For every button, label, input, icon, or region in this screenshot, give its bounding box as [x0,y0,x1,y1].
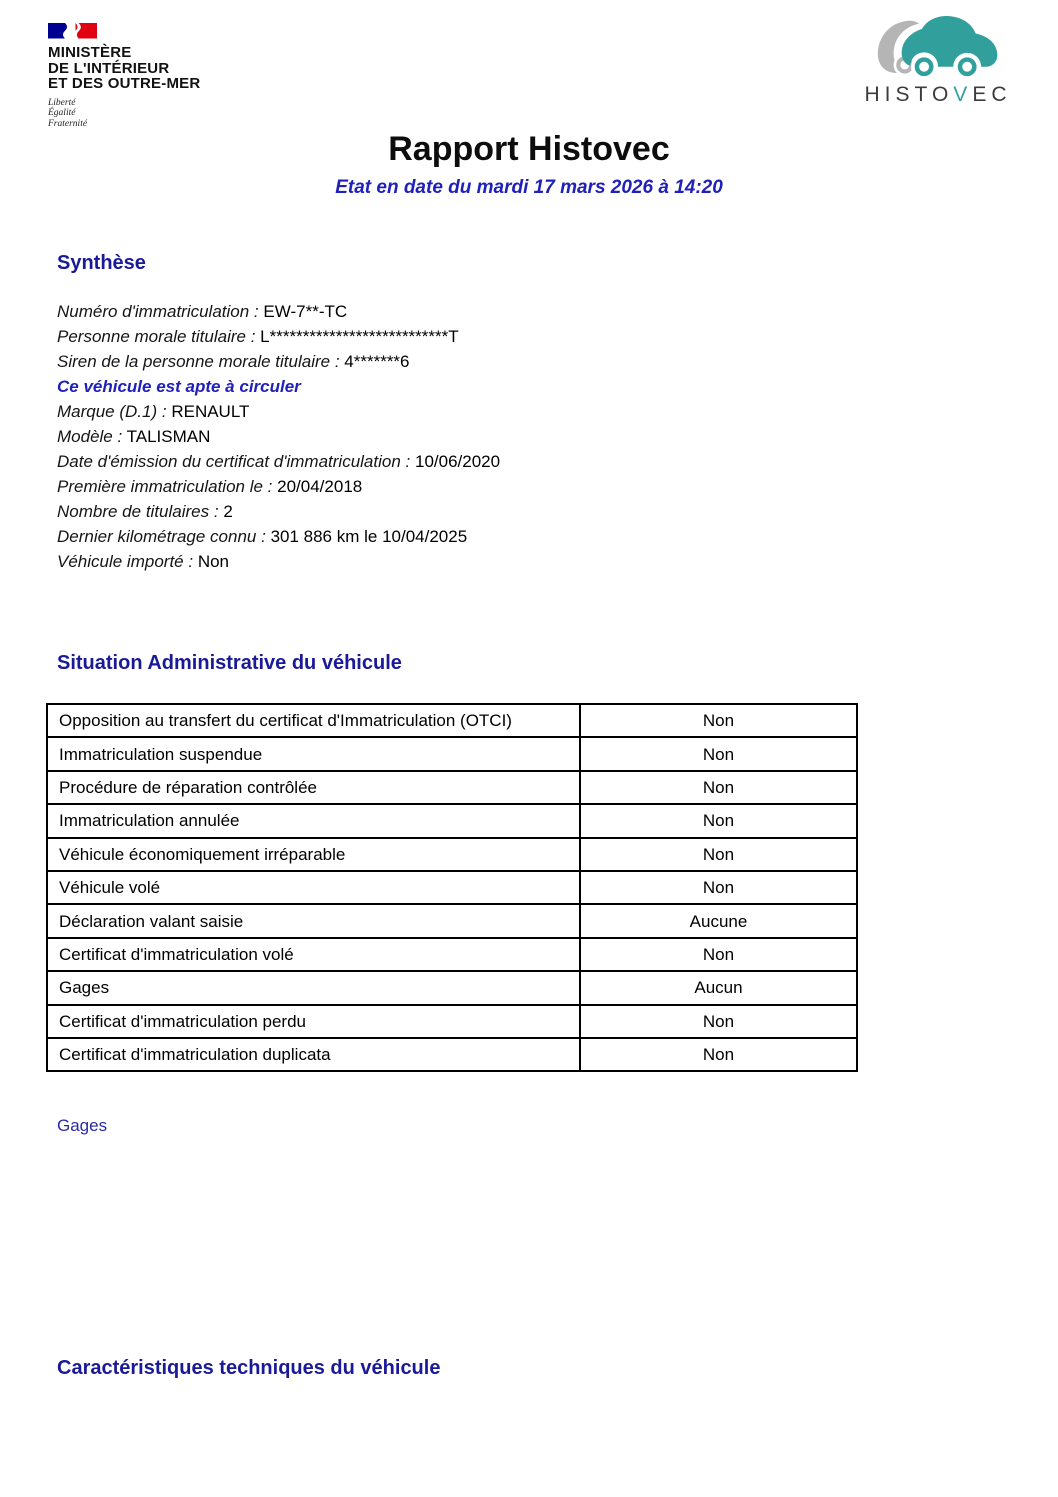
field-siren [57,349,500,374]
admin-row-value: Non [580,838,857,871]
table-row [47,971,857,1004]
histovec-wordmark-accent: V [953,83,973,106]
field-value: 2 [223,502,233,521]
table-row [47,871,857,904]
admin-row-label: Immatriculation suspendue [47,737,580,770]
admin-row-label: Procédure de réparation contrôlée [47,771,580,804]
admin-row-value: Aucune [580,904,857,937]
field-value: 10/06/2020 [414,452,501,471]
admin-row-label: Déclaration valant saisie [47,904,580,937]
table-row [47,1038,857,1071]
section-heading-situation-administrative: Situation Administrative du véhicule [57,652,402,674]
field-personne-morale [57,324,500,349]
field-label: Personne morale titulaire : [57,327,256,346]
field-value: TALISMAN [126,427,211,446]
field-label: Date d'émission du certificat d'immatriculation : [57,452,411,471]
admin-row-label: Certificat d'immatriculation perdu [47,1005,580,1038]
histovec-wordmark-prefix: HISTO [864,83,954,106]
field-label: Première immatriculation le : [57,477,273,496]
motto-line: Liberté [48,97,76,108]
field-label: Nombre de titulaires : [57,502,219,521]
table-row [47,704,857,737]
table-row [47,804,857,837]
report-date-subtitle: Etat en date du mardi 17 mars 2026 à 14:20 [335,177,723,198]
admin-row-value: Non [580,938,857,971]
histovec-wordmark [862,83,1014,107]
field-label: Dernier kilométrage connu : [57,527,266,546]
motto-line: Fraternité [48,118,88,129]
motto-line: Égalité [48,108,76,118]
admin-row-label: Véhicule économiquement irréparable [47,838,580,871]
admin-row-label: Opposition au transfert du certificat d'Immatriculation (OTCI) [47,704,580,737]
ministry-name-line: MINISTÈRE [48,44,132,61]
field-value: EW-7**-TC [263,302,348,321]
gages-link[interactable]: Gages [57,1116,108,1135]
french-flag-icon [48,22,200,41]
admin-row-value: Non [580,871,857,904]
admin-row-label: Gages [47,971,580,1004]
field-value: Non [197,552,229,571]
histovec-car-icon [862,12,1014,82]
admin-row-value: Non [580,737,857,770]
field-dernier-kilometrage [57,524,500,549]
section-heading-synthese: Synthèse [57,252,146,274]
admin-row-value: Non [580,1038,857,1071]
field-label: Numéro d'immatriculation : [57,302,259,321]
table-row [47,771,857,804]
table-row [47,1005,857,1038]
field-marque [57,399,500,424]
admin-row-label: Certificat d'immatriculation duplicata [47,1038,580,1071]
field-value: RENAULT [171,402,250,421]
field-value: 301 886 km le 10/04/2025 [270,527,468,546]
table-row [47,737,857,770]
field-nombre-titulaires [57,499,500,524]
admin-row-value: Non [580,771,857,804]
ministry-motto [48,98,200,130]
field-modele [57,424,500,449]
field-value: 20/04/2018 [277,477,363,496]
field-value: 4*******6 [344,352,410,371]
ministry-name-line: DE L'INTÉRIEUR [48,59,170,77]
table-row [47,938,857,971]
vehicle-status-line: Ce véhicule est apte à circuler [57,377,301,396]
field-premiere-immatriculation [57,474,500,499]
ministry-logo [48,22,200,129]
field-label: Véhicule importé : [57,552,194,571]
field-label: Marque (D.1) : [57,402,167,421]
ministry-name-line: ET DES OUTRE-MER [48,75,201,92]
administrative-status-table [46,703,858,1072]
table-row [47,904,857,937]
histovec-wordmark-suffix: EC [972,83,1012,106]
field-vehicule-importe [57,549,500,574]
field-numero-immatriculation [57,299,500,324]
field-label: Modèle : [57,427,123,446]
admin-row-value: Non [580,804,857,837]
admin-row-value: Non [580,704,857,737]
admin-row-value: Aucun [580,971,857,1004]
histovec-logo [862,12,1014,107]
admin-row-label: Véhicule volé [47,871,580,904]
section-heading-caracteristiques-techniques: Caractéristiques techniques du véhicule [57,1357,441,1379]
field-date-emission [57,449,500,474]
admin-row-label: Certificat d'immatriculation volé [47,938,580,971]
admin-row-label: Immatriculation annulée [47,804,580,837]
admin-row-value: Non [580,1005,857,1038]
page-title: Rapport Histovec [388,130,670,168]
ministry-name [48,45,200,92]
field-value: L***************************T [260,327,459,346]
synthese-fields [57,299,500,574]
table-row [47,838,857,871]
field-label: Siren de la personne morale titulaire : [57,352,340,371]
